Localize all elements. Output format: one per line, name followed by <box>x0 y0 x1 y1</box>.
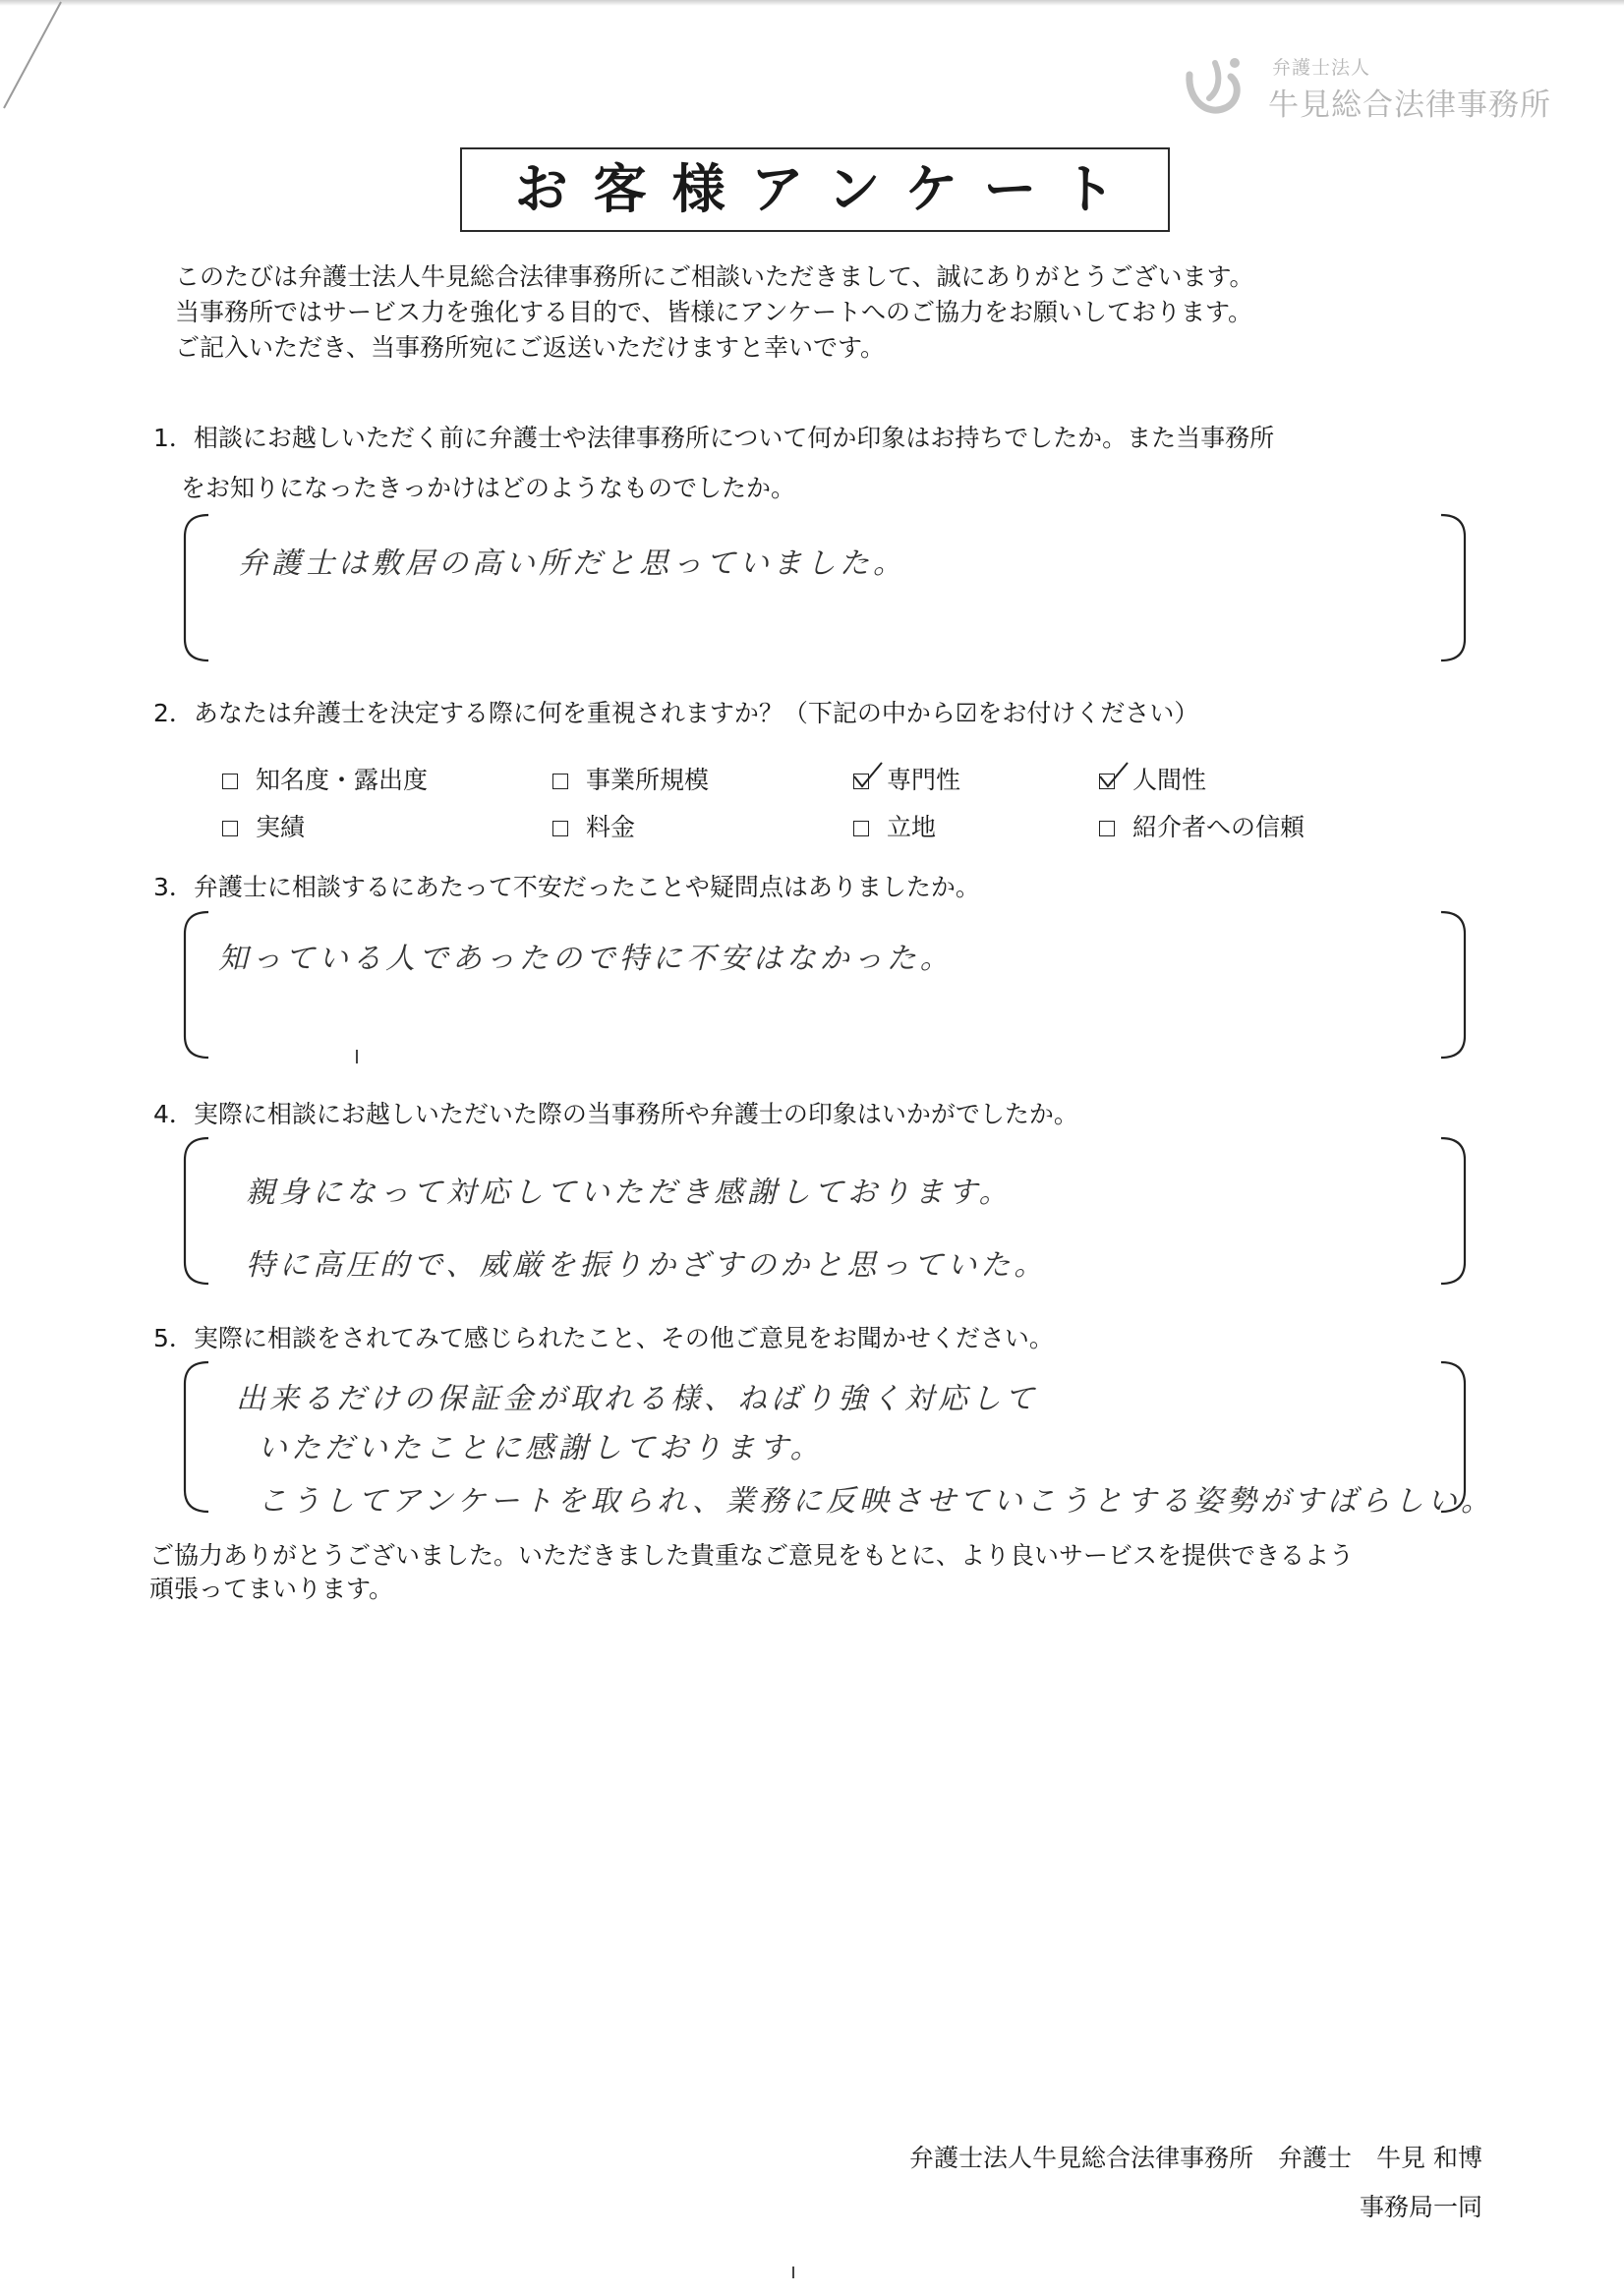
question-2: 2．あなたは弁護士を決定する際に何を重視されますか？（下記の中から☑をお付けください） <box>153 699 1199 727</box>
checkmark-icon <box>852 761 884 790</box>
option-label: 人間性 <box>1132 766 1207 794</box>
stray-mark <box>356 1050 358 1063</box>
option-label: 知名度・露出度 <box>256 766 429 794</box>
intro-line: このたびは弁護士法人牛見総合法律事務所にご相談いただきまして、誠にありがとうございます。 <box>175 262 1254 291</box>
closing-line: ご協力ありがとうございました。いただきました貴重なご意見をもとに、より良いサービスを提供できるよう <box>149 1541 1355 1570</box>
stray-mark <box>792 2267 794 2278</box>
survey-title: お客様アンケート <box>514 158 1141 220</box>
option-label: 実績 <box>256 813 306 841</box>
checkbox[interactable] <box>1099 821 1115 836</box>
signature-firm-lawyer: 弁護士法人牛見総合法律事務所 弁護士 牛見 和博 <box>909 2144 1482 2172</box>
answer-bracket-1 <box>181 513 1469 662</box>
checkbox[interactable] <box>552 774 568 789</box>
scan-edge <box>0 0 1624 6</box>
answer-5-handwriting-line3: こうしてアンケートを取られ、業務に反映させていこうとする姿勢がすばらしい。 <box>258 1484 1494 1519</box>
option-label: 料金 <box>586 813 636 841</box>
survey-title-box <box>460 147 1170 232</box>
option-label: 立地 <box>887 813 937 841</box>
question-1: 1．相談にお越しいただく前に弁護士や法律事務所について何か印象はお持ちでしたか。また当事務所 <box>153 424 1275 452</box>
closing-text <box>149 1539 1354 1606</box>
signature-staff: 事務局一同 <box>1359 2193 1482 2221</box>
question-5: 5．実際に相談をされてみて感じられたこと、その他ご意見をお聞かせください。 <box>153 1324 1054 1352</box>
scan-corner-mark <box>0 0 69 118</box>
answer-4-handwriting-line1: 親身になって対応していただき感謝しております。 <box>246 1176 1013 1210</box>
question-1-continued: をお知りになったきっかけはどのようなものでしたか。 <box>181 474 796 502</box>
checkmark-icon <box>1098 761 1130 790</box>
option-name-recognition[interactable] <box>222 765 428 796</box>
checkbox[interactable] <box>222 774 238 789</box>
answer-5-handwriting-line2: いただいたことに感謝しております。 <box>258 1431 824 1465</box>
checkbox[interactable] <box>853 821 869 836</box>
question-4: 4．実際に相談にお越しいただいた際の当事務所や弁護士の印象はいかがでしたか。 <box>153 1100 1078 1128</box>
option-label: 事業所規模 <box>586 766 710 794</box>
intro-line: 当事務所ではサービス力を強化する目的で、皆様にアンケートへのご協力をお願いしております。 <box>175 298 1253 326</box>
logo-subtitle: 弁護士法人 <box>1272 57 1371 79</box>
logo-mark-icon <box>1178 53 1248 122</box>
question-3: 3．弁護士に相談するにあたって不安だったことや疑問点はありましたか。 <box>153 873 980 901</box>
answer-1-handwriting: 弁護士は敷居の高い所だと思っていました。 <box>238 546 906 581</box>
checkbox-checked[interactable] <box>853 774 869 789</box>
option-label: 紹介者への信頼 <box>1132 813 1305 841</box>
checkbox[interactable] <box>222 821 238 836</box>
intro-line: ご記入いただき、当事務所宛にご返送いただけますと幸いです。 <box>175 333 886 362</box>
answer-bracket-3 <box>181 910 1469 1060</box>
option-fees[interactable] <box>552 812 635 843</box>
option-expertise[interactable] <box>853 765 960 796</box>
option-office-scale[interactable] <box>552 765 709 796</box>
option-location[interactable] <box>853 812 936 843</box>
answer-3-handwriting: 知っている人であったので特に不安はなかった。 <box>218 942 954 976</box>
option-track-record[interactable] <box>222 812 305 843</box>
option-personality[interactable] <box>1099 765 1206 796</box>
intro-text <box>175 259 1254 366</box>
checkbox-checked[interactable] <box>1099 774 1115 789</box>
logo-firm-name: 牛見総合法律事務所 <box>1268 87 1551 123</box>
checkbox[interactable] <box>552 821 568 836</box>
firm-logo <box>1178 47 1561 126</box>
closing-line: 頑張ってまいります。 <box>149 1575 394 1603</box>
option-referrer-trust[interactable] <box>1099 812 1305 843</box>
option-label: 専門性 <box>887 766 961 794</box>
answer-4-handwriting-line2: 特に高圧的で、威厳を振りかざすのかと思っていた。 <box>246 1248 1048 1283</box>
answer-5-handwriting-line1: 出来るだけの保証金が取れる様、ねばり強く対応して <box>236 1382 1038 1416</box>
